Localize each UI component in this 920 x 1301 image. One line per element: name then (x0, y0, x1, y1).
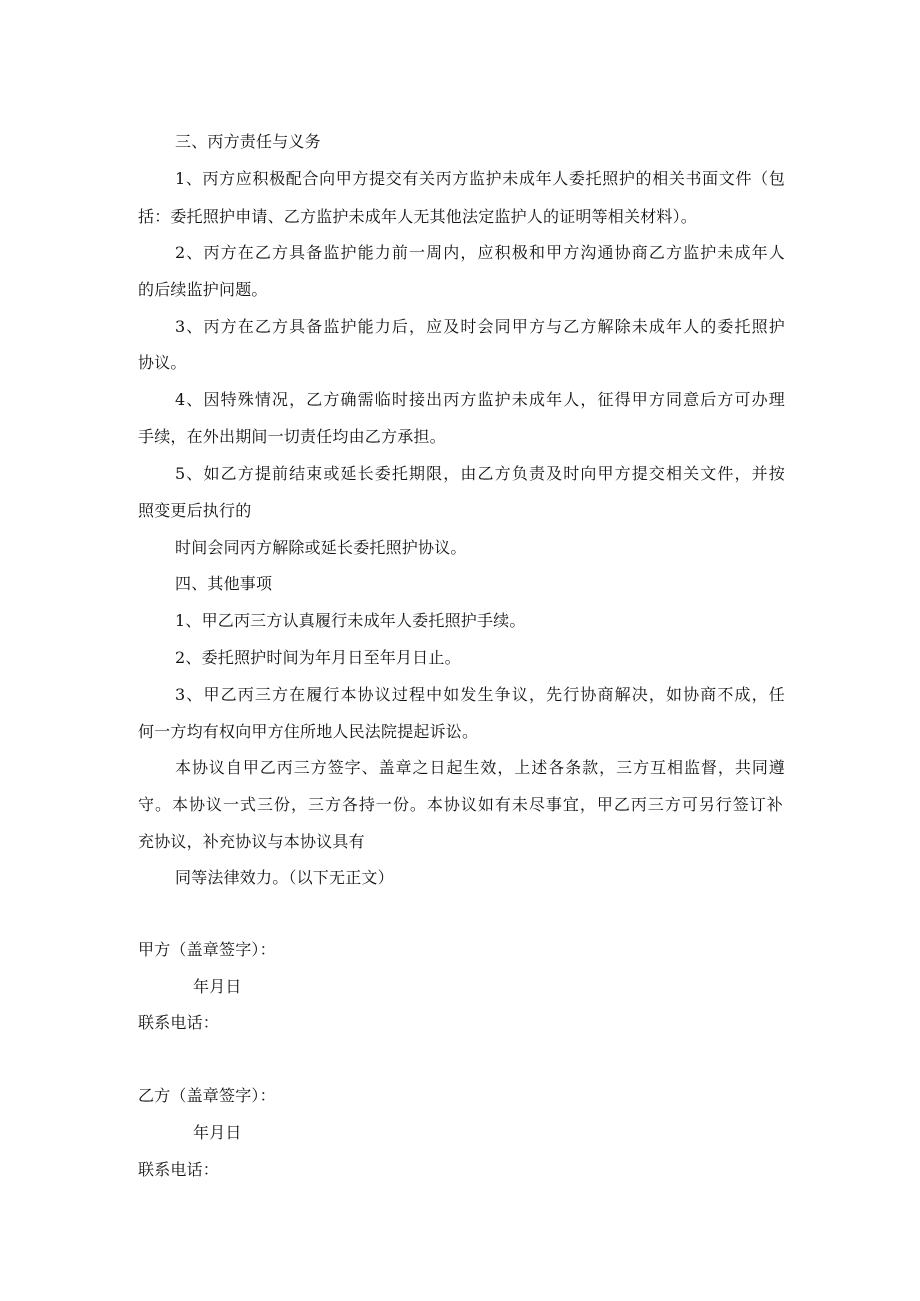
section-3-item-3-line-2: 协议。 (138, 353, 187, 372)
section-3-heading: 三、丙方责任与义务 (175, 132, 321, 151)
section-4-item-3-line-1: 3、甲乙丙三方在履行本协议过程中如发生争议，先行协商解决，如协商不成，任 (175, 685, 785, 704)
section-3-item-1-line-2: 括：委托照护申请、乙方监护未成年人无其他法定监护人的证明等相关材料）。 (138, 207, 698, 226)
section-3-item-4-line-1: 4、因特殊情况，乙方确需临时接出丙方监护未成年人，征得甲方同意后方可办理 (175, 390, 785, 409)
section-4-item-3-line-2: 何一方均有权向甲方住所地人民法院提起诉讼。 (138, 722, 479, 741)
section-3-item-5-line-2: 照变更后执行的 (138, 501, 252, 520)
section-4-item-2: 2、委托照护时间为年月日至年月日止。 (175, 648, 461, 667)
closing-line-2: 守。本协议一式三份，三方各持一份。本协议如有未尽事宜，甲乙丙三方可另行签订补 (138, 795, 783, 814)
party-a-phone-label: 联系电话： (138, 1013, 220, 1032)
section-3-item-5-line-3: 时间会同丙方解除或延长委托照护协议。 (175, 538, 467, 557)
closing-line-3: 充协议，补充协议与本协议具有 (138, 832, 365, 851)
section-3-item-1-line-1: 1、丙方应积极配合向甲方提交有关丙方监护未成年人委托照护的相关书面文件（包 (175, 169, 785, 188)
section-3-item-4-line-2: 手续，在外出期间一切责任均由乙方承担。 (138, 427, 446, 446)
closing-line-4: 同等法律效力。（以下无正文） (175, 868, 394, 887)
section-4-item-1: 1、甲乙丙三方认真履行未成年人委托照护手续。 (175, 611, 526, 630)
party-b-phone-label: 联系电话： (138, 1160, 220, 1179)
section-4-heading: 四、其他事项 (175, 574, 273, 593)
party-b-date: 年月日 (193, 1123, 242, 1142)
party-a-date: 年月日 (193, 977, 242, 996)
party-a-signature-label: 甲方（盖章签字）： (138, 940, 276, 959)
section-3-item-3-line-1: 3、丙方在乙方具备监护能力后，应及时会同甲方与乙方解除未成年人的委托照护 (175, 317, 785, 336)
section-3-item-5-line-1: 5、如乙方提前结束或延长委托期限，由乙方负责及时向甲方提交相关文件，并按 (175, 464, 785, 483)
closing-line-1: 本协议自甲乙丙三方签字、盖章之日起生效，上述各条款，三方互相监督，共同遵 (175, 758, 785, 777)
section-3-item-2-line-1: 2、丙方在乙方具备监护能力前一周内，应积极和甲方沟通协商乙方监护未成年人 (175, 243, 785, 262)
section-3-item-2-line-2: 的后续监护问题。 (138, 280, 268, 299)
party-b-signature-label: 乙方（盖章签字）： (138, 1086, 276, 1105)
